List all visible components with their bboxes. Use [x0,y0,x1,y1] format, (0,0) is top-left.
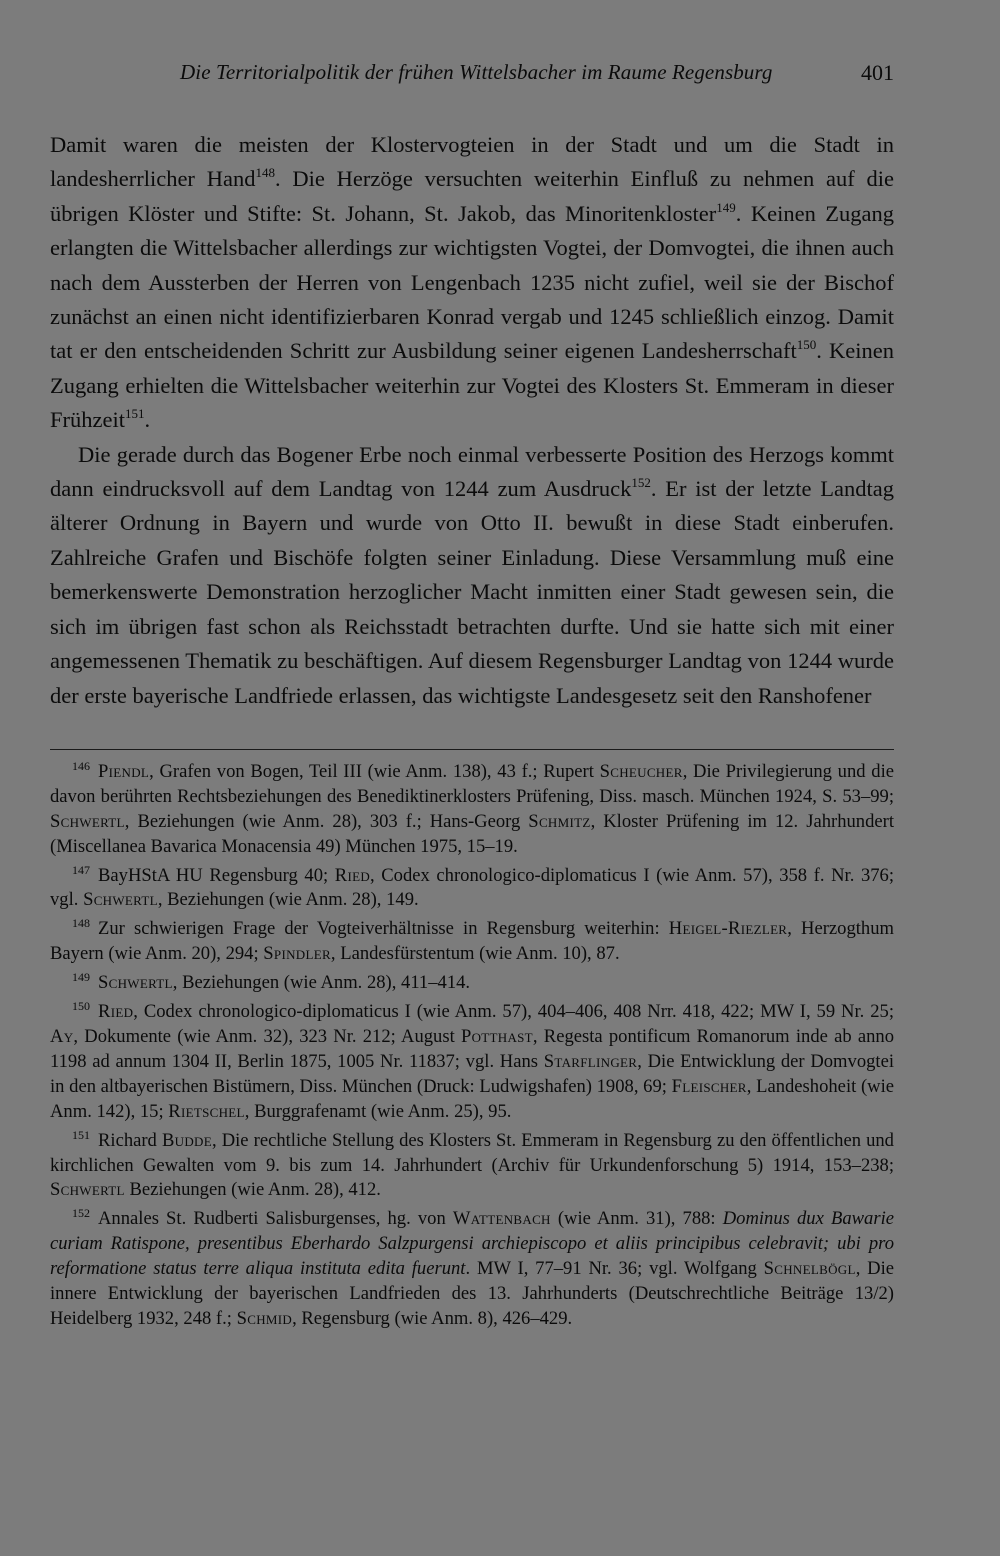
footnote-reference: 149 [716,199,736,215]
footnote-number: 148 [72,916,90,931]
footnote [50,917,894,967]
footnote-reference: 148 [255,165,275,181]
text-run: , Codex chronologico-diplomaticus I (wie Anm. 57), 404–406, 408 Nrr. 418, 422; MW I, 59 Nr. 25; [133,1001,894,1023]
footnote [50,971,894,996]
author-name: Schwertl [50,810,125,832]
footnote-text [50,918,894,964]
text-run: , Herzogthum Bayern (wie Anm. 20), 294; [50,918,894,965]
text-run: Richard [98,1129,162,1151]
author-name: Wattenbach [452,1208,551,1230]
author-name: Scheucher [599,760,683,782]
text-run: , Burggrafenamt (wie Anm. 25), 95. [244,1100,512,1122]
text-run: , Die innere Entwicklung der bayerischen Landfrieden des 13. Jahrhunderts (Deutschrechtliche Beiträge 13/2) Heidelberg 1932, 248 f.; [50,1258,894,1329]
footnote-text [50,758,894,857]
text-run: , Die Privilegierung und die davon berührten Rechtsbeziehungen des Benediktinerklosters Prüfening, Diss. masch. München 1924, S. 53–99; [50,760,894,807]
text-run: , Landeshoheit (wie Anm. 142), 15; [50,1075,894,1122]
text-run: . Er ist der letzte Landtag älterer Ordnung in Bayern und wurde von Otto II. bewußt in diese Stadt einberufen. Zahlreiche Grafen und Bischöfe folgten seiner Einladung. Diese Versammlung muß eine bemerkenswerte Demonstration herzoglicher Macht inmitten einer Stadt gewesen sein, die sich im übrigen fast schon als Reichsstadt betrachten durfte. Und sie hatte sich mit einer angemessenen Thematik zu beschäftigen. Auf diesem Regensburger Landtag von 1244 wurde der erste bayerische Landfriede erlassen, das wichtigste Landesgesetz seit den Ranshofener [50,476,895,708]
text-run: , Dokumente (wie Anm. 32), 323 Nr. 212; August [73,1025,461,1047]
author-name: Starflinger [543,1050,638,1072]
author-name: Ried [98,1001,134,1023]
footnote-separator [50,749,894,750]
page-number: 401 [861,60,894,85]
footnote-number: 146 [72,758,90,773]
running-title: Die Territorialpolitik der frühen Wittelsbacher im Raume Regensburg [180,60,773,84]
author-name: Schwertl [83,889,158,911]
footnote-text [50,862,894,911]
text-run: . Die Herzöge versuchten weiterhin Einfluß zu nehmen auf die übrigen Klöster und Stifte: St. Johann, St. Jakob, das Minoritenkloster [50,166,894,226]
text-run: , Regensburg (wie Anm. 8), 426–429. [292,1307,573,1329]
text-run: BayHStA HU Regensburg 40; [98,864,335,886]
text-run: , Die Entwicklung der Domvogtei in den altbayerischen Bistümern, Diss. München (Druck: Ludwigshafen) 1908, 69; [50,1050,894,1097]
author-name: Spindler [263,943,331,965]
footnote-number: 150 [72,999,90,1014]
footnote-number: 147 [72,862,90,877]
footnote [50,1129,894,1204]
text-run: Zur schwierigen Frage der Vogteiverhältnisse in Regensburg weiterhin: [98,918,669,940]
author-name: Ried [334,864,371,886]
latin-quotation: Dominus dux Bawarie curiam Ratispone, presentibus Eberhardo Salzpurgensi archiepiscopo et aliis principibus celebravit; ubi pro reformatione status terre aliqua instituta edita fuerunt [50,1208,894,1280]
footnote-reference: 151 [124,406,145,422]
running-header [50,52,894,92]
text-run: Damit waren die meisten der Klostervogteien in der Stadt und um die Stadt in landesherrlicher Hand [50,132,894,192]
text-run: , Regesta pontificum Romanorum inde ab anno 1198 ad annum 1304 II, Berlin 1875, 1005 Nr. 11837; vgl. Hans [50,1025,894,1072]
text-run: , Beziehungen (wie Anm. 28), 149. [157,889,419,911]
text-run: Annales St. Rudberti Salisburgenses, hg. von [98,1208,453,1230]
text-run: , Die rechtliche Stellung des Klosters St. Emmeram in Regensburg zu den öffentlichen und kirchlichen Gewalten vom 9. bis zum 14. Jahrhundert (Archiv für Urkundenforschung 5) 1914, 153–238; [50,1129,894,1176]
main-text [50,128,894,713]
text-run: , Beziehungen (wie Anm. 28), 411–414. [172,972,471,994]
text-run: (wie Anm. 31), 788: [550,1208,723,1230]
author-name: Schnelbögl [763,1258,856,1280]
author-name: Potthast [460,1025,533,1047]
footnote [50,1000,894,1125]
paragraph [50,438,894,713]
text-run: , Codex chronologico-diplomaticus I (wie Anm. 57), 358 f. Nr. 376; vgl. [50,864,894,911]
author-name: Ay [50,1025,74,1047]
author-name: Schmitz [528,810,591,832]
footnote-text [98,972,470,993]
author-name: Piendl [98,760,150,782]
author-name: Budde [161,1129,212,1151]
footnote [50,760,894,860]
author-name: Rietschel [168,1100,245,1122]
text-run: , Beziehungen (wie Anm. 28), 303 f.; Hans-Georg [124,810,529,832]
author-name: Fleischer [671,1075,747,1097]
footnote-text [50,1001,894,1122]
footnote-text [50,1127,894,1201]
text-run: . [144,407,151,433]
footnote [50,1207,894,1332]
author-name: Schmid [236,1307,293,1329]
author-name: Schwertl [98,972,173,994]
text-run: , Kloster Prüfening im 12. Jahrhundert (Miscellanea Bavarica Monacensia 49) München 1975, 15–19. [50,810,894,857]
author-name: Heigel-Riezler [668,918,788,940]
text-run: Beziehungen (wie Anm. 28), 412. [124,1179,381,1201]
footnote-reference: 150 [796,337,817,353]
footnote-number: 149 [72,970,90,985]
text-run: Die gerade durch das Bogener Erbe noch einmal verbesserte Position des Herzogs kommt dann eindrucksvoll auf dem Landtag von 1244 zum Ausdruck [50,441,894,502]
footnote-number: 152 [72,1206,90,1221]
author-name: Schwertl [50,1179,125,1201]
footnote-number: 151 [72,1127,90,1142]
text-run: , Landesfürstentum (wie Anm. 10), 87. [330,943,620,965]
footnote-reference: 152 [631,475,651,491]
text-run: . Keinen Zugang erhielten die Wittelsbacher weiterhin zur Vogtei des Klosters St. Emmeram in dieser Frühzeit [50,338,894,433]
paragraph [50,128,894,438]
text-run: . MW I, 77–91 Nr. 36; vgl. Wolfgang [465,1258,764,1280]
footnotes [50,760,894,1332]
footnote-text [50,1208,894,1329]
text-run: , Grafen von Bogen, Teil III (wie Anm. 138), 43 f.; Rupert [149,760,600,782]
text-run: . Keinen Zugang erlangten die Wittelsbacher allerdings zur wichtigsten Vogtei, der Domvogtei, die ihnen auch nach dem Aussterben der Herren von Lengenbach 1235 nicht zufiel, weil sie der Bischof zunächst an einen nicht identifizierbaren Konrad vergab und 1245 schließlich einzog. Damit tat er den entscheidenden Schritt zur Ausbildung seiner eigenen Landesherrschaft [50,200,894,364]
footnote [50,864,894,914]
book-page [50,52,894,1336]
